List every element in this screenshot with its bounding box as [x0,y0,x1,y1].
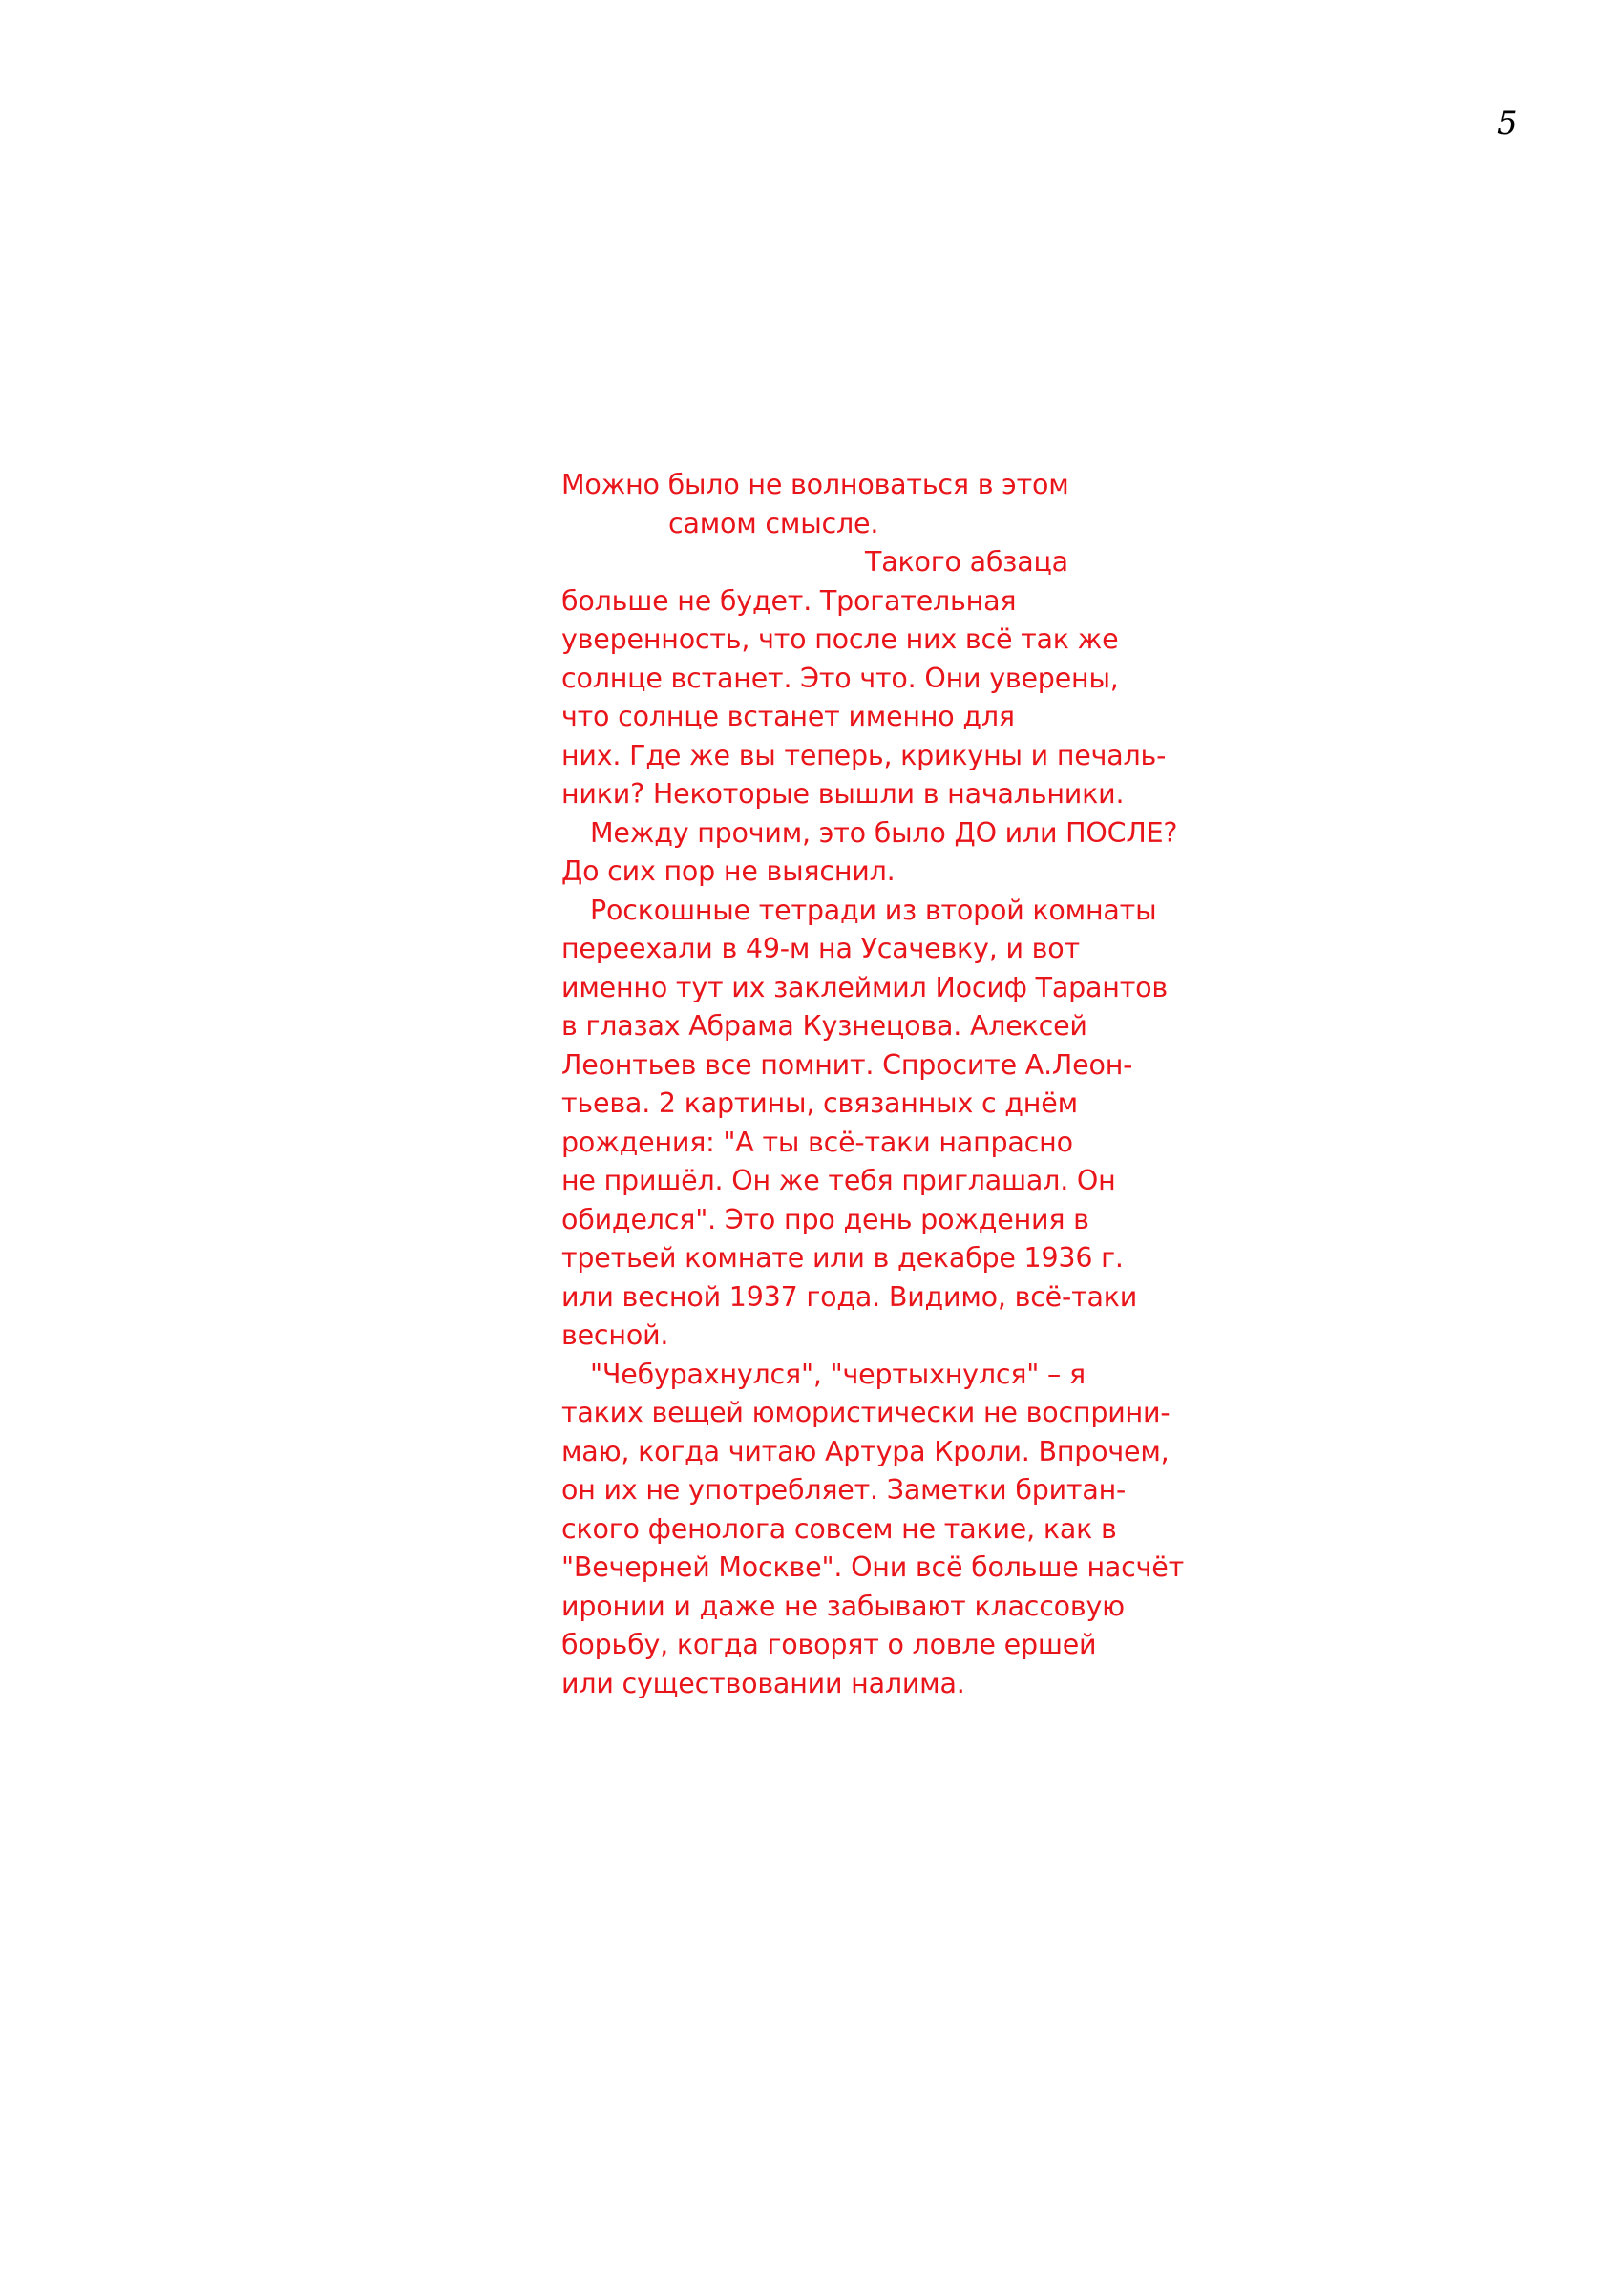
text-line: Леонтьев все помнит. Спросите А.Леон- [561,1048,1133,1081]
text-line: не пришёл. Он же тебя приглашал. Он [561,1165,1116,1196]
text-line: "Вечерней Москве". Они всё больше насчёт [561,1551,1185,1583]
text-line: третьей комнате или в декабре 1936 г. [561,1242,1124,1274]
text-line: "Чебурахнулся", "чертыхнулся" – я [590,1358,1086,1390]
text-line: До сих пор не выяснил. [561,855,896,887]
text-line: маю, когда читаю Артура Кроли. Впрочем, [561,1435,1170,1467]
text-line: иронии и даже не забывают классовую [561,1590,1125,1622]
body-text [561,466,1230,1703]
text-line: солнце встанет. Это что. Они уверены, [561,662,1119,694]
text-line: Роскошные тетради из второй комнаты [590,894,1157,926]
page-number: 5 [1497,104,1518,142]
text-line: больше не будет. Трогательная [561,584,1017,617]
text-line: тьева. 2 картины, связанных с днём [561,1087,1078,1119]
text-line: Такого абзаца [865,546,1068,578]
text-line: именно тут их заклеймил Иосиф Тарантов [561,971,1168,1003]
text-line: рождения: "А ты всё-таки напрасно [561,1126,1073,1158]
text-line: он их не употребляет. Заметки британ- [561,1474,1127,1506]
text-line: Можно было не волноваться в этом [561,469,1069,500]
text-line: или существовании налима. [561,1667,965,1699]
text-line: или весной 1937 года. Видимо, всё-таки [561,1280,1138,1313]
text-line: таких вещей юмористически не восприни- [561,1397,1171,1428]
text-line: обиделся". Это про день рождения в [561,1203,1089,1235]
text-line: в глазах Абрама Кузнецова. Алексей [561,1010,1087,1042]
text-line: ники? Некоторые вышли в начальники. [561,778,1125,810]
text-line: ского фенолога совсем не такие, как в [561,1512,1117,1545]
text-line: весной. [561,1319,669,1351]
text-line: них. Где же вы теперь, крикуны и печаль- [561,739,1167,771]
text-line: борьбу, когда говорят о ловле ершей [561,1629,1097,1660]
text-line: самом смысле. [668,507,879,539]
text-line: Между прочим, это было ДО или ПОСЛЕ? [590,816,1178,849]
text-line: переехали в 49-м на Усачевку, и вот [561,933,1080,964]
text-line: уверенность, что после них всё так же [561,623,1119,655]
text-line: что солнце встанет именно для [561,701,1015,732]
